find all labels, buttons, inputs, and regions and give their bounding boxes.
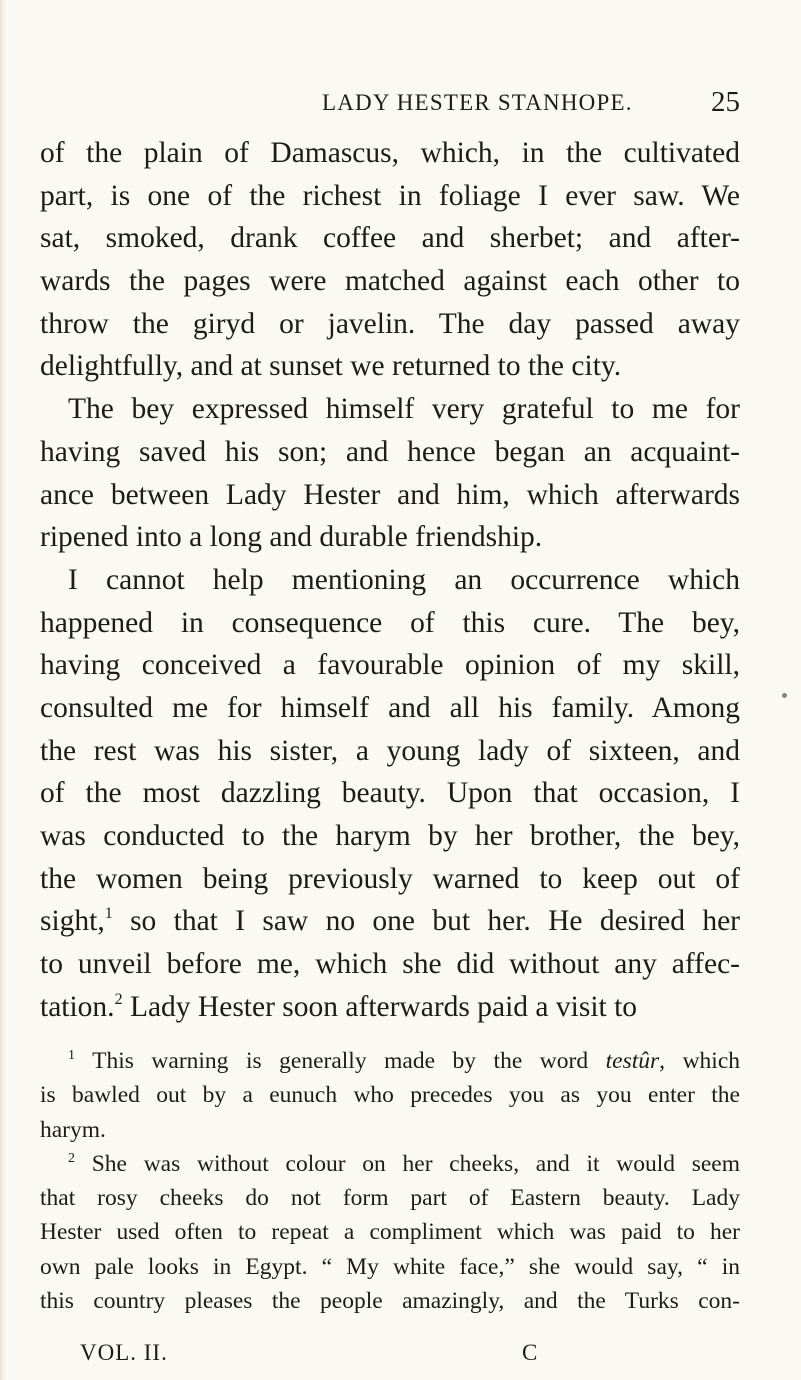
footnote-ref-2[interactable]: 2 [114,990,123,1008]
gathering-mark: C [522,1340,538,1365]
text-line: throw the giryd or javelin. The day passed away [40,307,740,340]
text-fragment: so that I saw no one but her. He desired her [112,905,740,938]
text-line: the women being previously warned to keep out of [40,862,740,895]
footnote-1-line: harym. [40,1116,106,1143]
footnote-2-line: own pale looks in Egypt. “ My white face,” she would say, “ in [40,1253,740,1280]
text-line: consulted me for himself and all his family. Among [40,691,740,724]
text-line: the rest was his sister, a young lady of sixteen, and [40,734,740,767]
text-line: I cannot help mentioning an occurrence which [68,563,740,596]
page-number: 25 [711,86,740,118]
footnote-marker-1: 1 [68,1048,75,1063]
footnote-1-line: is bawled out by a eunuch who precedes you as you enter the [40,1082,740,1109]
text-fragment: Lady Hester soon afterwards paid a visit to [122,990,638,1023]
text-line: ripened into a long and durable friendship. [40,521,543,554]
text-line: ance between Lady Hester and him, which afterwards [40,478,740,511]
running-head [40,86,740,126]
body-text [40,132,740,1028]
text-line: delightfully, and at sunset we returned to the city. [40,350,622,383]
footnote-italic-word: testûr [605,1048,660,1074]
text-fragment: sight, [40,905,105,938]
text-line: wards the pages were matched against each other to [40,265,740,298]
footnotes [40,1044,740,1318]
footnote-ref-1[interactable]: 1 [104,905,113,923]
page-edge-shadow [0,0,6,1380]
footnote-2-line: that rosy cheeks do not form part of Eastern beauty. Lady [40,1185,740,1212]
footnote-2-line [40,1147,740,1181]
text-line: was conducted to the harym by her brother, the bey, [40,820,740,852]
text-line [40,986,740,1029]
running-title: LADY HESTER STANHOPE. [322,90,633,115]
volume-signature: VOL. II. [80,1340,168,1365]
footnote-marker-2: 2 [68,1150,75,1166]
text-line: having saved his son; and hence began an acquaint- [40,435,740,468]
text-line: happened in consequence of this cure. The bey, [40,606,740,639]
text-line: The bey expressed himself very grateful to me for [68,393,740,426]
footnote-2-line: Hester used often to repeat a compliment which was paid to her [40,1219,740,1246]
footnote-text: She was without colour on her cheeks, and it would seem [91,1150,741,1177]
text-line: part, is one of the richest in foliage I ever saw. We [40,179,740,212]
footnote-2-line: this country pleases the people amazingly, and the Turks con- [40,1288,740,1315]
text-line: having conceived a favourable opinion of my skill, [40,649,740,682]
text-line: to unveil before me, which she did without any affec- [40,948,740,981]
margin-dot [782,693,787,698]
signature-line [40,1340,740,1374]
text-fragment: tation. [40,990,115,1023]
footnote-text: , which [659,1048,741,1074]
footnote-text: This warning is generally made by the word [92,1048,606,1074]
text-line: of the most dazzling beauty. Upon that occasion, I [40,777,740,810]
text-line [40,900,740,943]
footnote-1-line [40,1044,740,1078]
text-line: sat, smoked, drank coffee and sherbet; and after- [40,222,740,255]
text-line: of the plain of Damascus, which, in the cultivated [40,137,740,169]
